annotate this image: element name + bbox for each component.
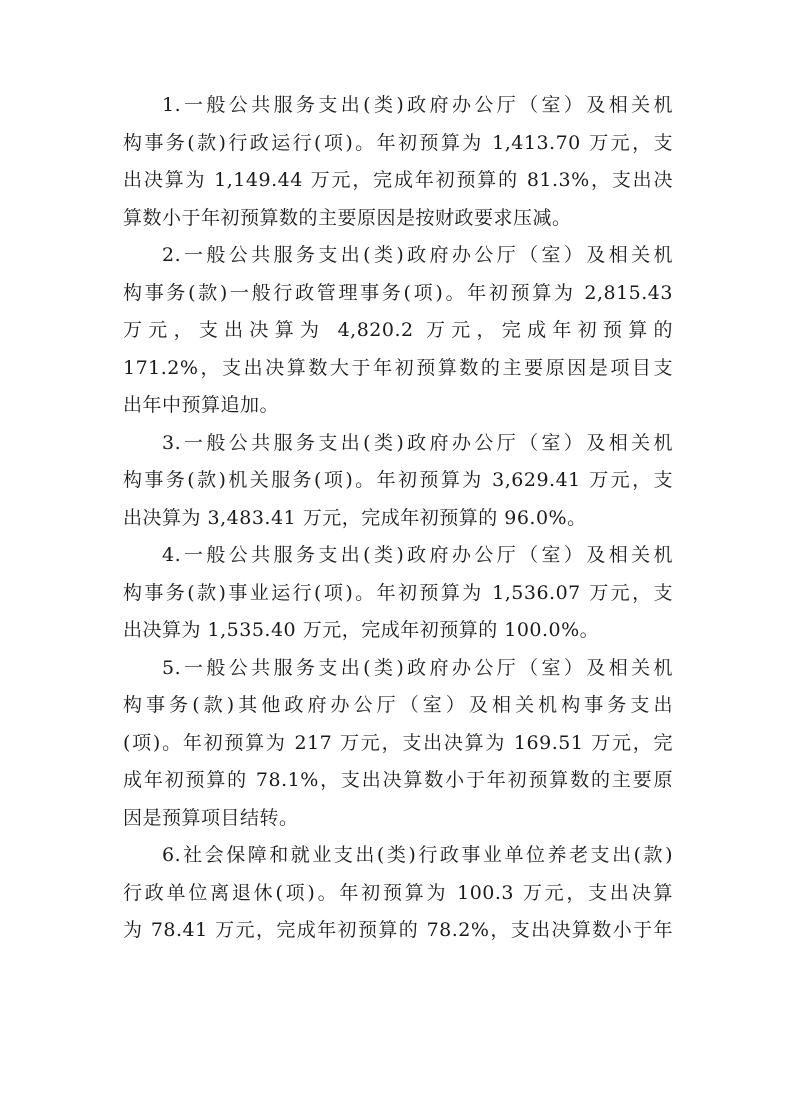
paragraph-2-line-4: 171.2%，支出决算数大于年初预算数的主要原因是项目支 [123, 357, 673, 379]
paragraph-4-line-1: 4.一般公共服务支出(类)政府办公厅（室）及相关机 [162, 544, 673, 566]
paragraph-6-line-3: 为 78.41 万元，完成年初预算的 78.2%，支出决算数小于年 [123, 919, 673, 941]
paragraph-5-line-3: (项)。年初预算为 217 万元，支出决算为 169.51 万元，完 [123, 732, 673, 754]
paragraph-2-line-1: 2.一般公共服务支出(类)政府办公厅（室）及相关机 [162, 244, 673, 266]
paragraph-2-line-5: 出年中预算追加。 [123, 394, 280, 416]
paragraph-1-line-1: 1.一般公共服务支出(类)政府办公厅（室）及相关机 [162, 94, 673, 116]
paragraph-3-line-1: 3.一般公共服务支出(类)政府办公厅（室）及相关机 [162, 432, 673, 454]
paragraph-4-line-3: 出决算为 1,535.40 万元，完成年初预算的 100.0%。 [123, 619, 600, 641]
paragraph-3-line-3: 出决算为 3,483.41 万元，完成年初预算的 96.0%。 [123, 507, 587, 529]
paragraph-4-line-2: 构事务(款)事业运行(项)。年初预算为 1,536.07 万元，支 [123, 582, 673, 604]
paragraph-1-line-4: 算数小于年初预算数的主要原因是按财政要求压减。 [123, 207, 572, 229]
paragraph-5-line-5: 因是预算项目结转。 [123, 807, 299, 829]
paragraph-5-line-2: 构事务(款)其他政府办公厅（室）及相关机构事务支出 [123, 694, 673, 716]
paragraph-6-line-1: 6.社会保障和就业支出(类)行政事业单位养老支出(款) [162, 844, 673, 866]
paragraph-3-line-2: 构事务(款)机关服务(项)。年初预算为 3,629.41 万元，支 [123, 469, 673, 491]
paragraph-1-line-3: 出决算为 1,149.44 万元，完成年初预算的 81.3%，支出决 [123, 169, 673, 191]
paragraph-5-line-4: 成年初预算的 78.1%，支出决算数小于年初预算数的主要原 [123, 769, 673, 791]
paragraph-1-line-2: 构事务(款)行政运行(项)。年初预算为 1,413.70 万元，支 [123, 132, 673, 154]
paragraph-2-line-3: 万元，支出决算为 4,820.2 万元，完成年初预算的 [123, 319, 673, 341]
paragraph-6-line-2: 行政单位离退休(项)。年初预算为 100.3 万元，支出决算 [123, 882, 673, 904]
paragraph-5-line-1: 5.一般公共服务支出(类)政府办公厅（室）及相关机 [162, 657, 673, 679]
paragraph-2-line-2: 构事务(款)一般行政管理事务(项)。年初预算为 2,815.43 [123, 282, 673, 304]
